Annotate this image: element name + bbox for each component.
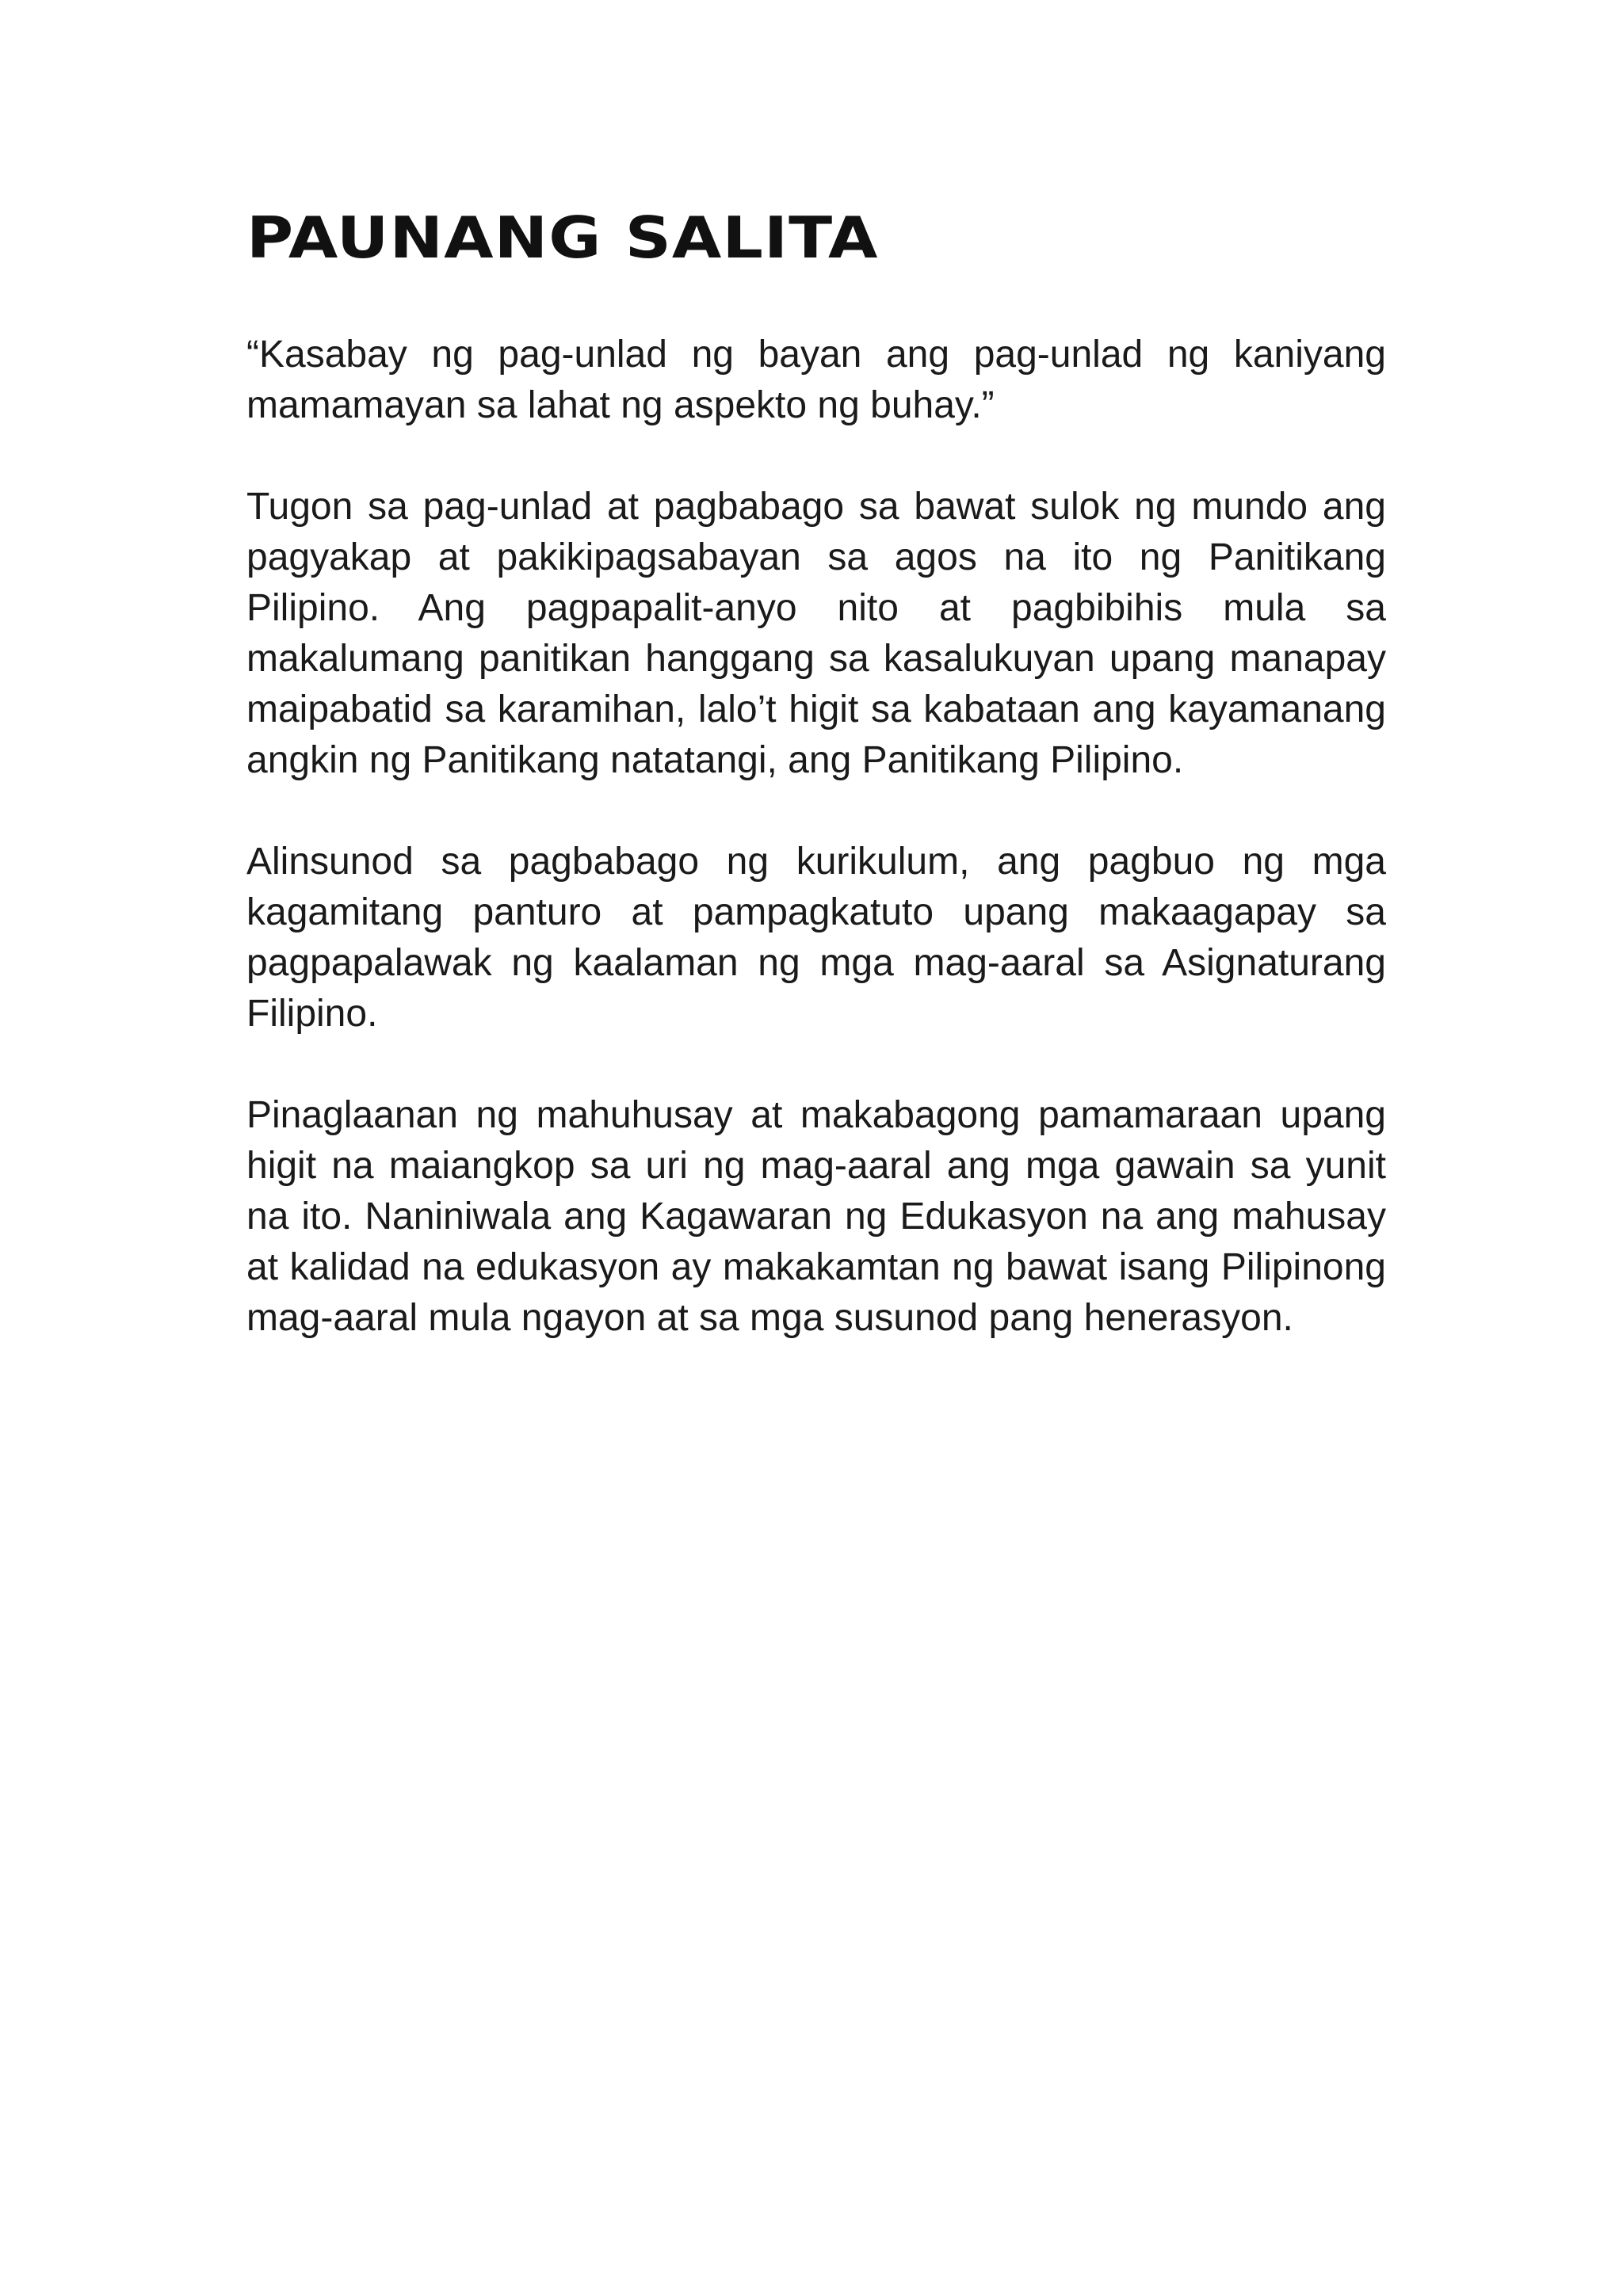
document-body [246,202,1386,1344]
body-paragraph-1: Tugon sa pag-unlad at pagbabago sa bawat sulok ng mundo ang pagyakap at pakikipagsabayan sa agos na ito ng Panitikang Pilipino. Ang pagpapalit-anyo nito at pagbibihis mula sa makalumang panitikan hanggang sa kasalukuyan upang manapay maipabatid sa karamihan, lalo’t higit sa kabataan ang kayamanang angkin ng Panitikang natatangi, ang Panitikang Pilipino. [246,486,1386,781]
quote-paragraph: “Kasabay ng pag-unlad ng bayan ang pag-unlad ng kaniyang mamamayan sa lahat ng aspekto ng buhay.” [246,334,1386,426]
body-paragraph-3: Pinaglaanan ng mahuhusay at makabagong pamamaraan upang higit na maiangkop sa uri ng mag-aaral ang mga gawain sa yunit na ito. Naniniwala ang Kagawaran ng Edukasyon na ang mahusay at kalidad na edukasyon ay makakamtan ng bawat isang Pilipinong mag-aaral mula ngayon at sa mga susunod pang henerasyon. [246,1094,1386,1339]
page-title: PAUNANG SALITA [246,204,879,271]
body-paragraph-2: Alinsunod sa pagbabago ng kurikulum, ang pagbuo ng mga kagamitang panturo at pampagkatuto upang makaagapay sa pagpapalawak ng kaalaman ng mga mag-aaral sa Asignaturang Filipino. [246,841,1386,1035]
